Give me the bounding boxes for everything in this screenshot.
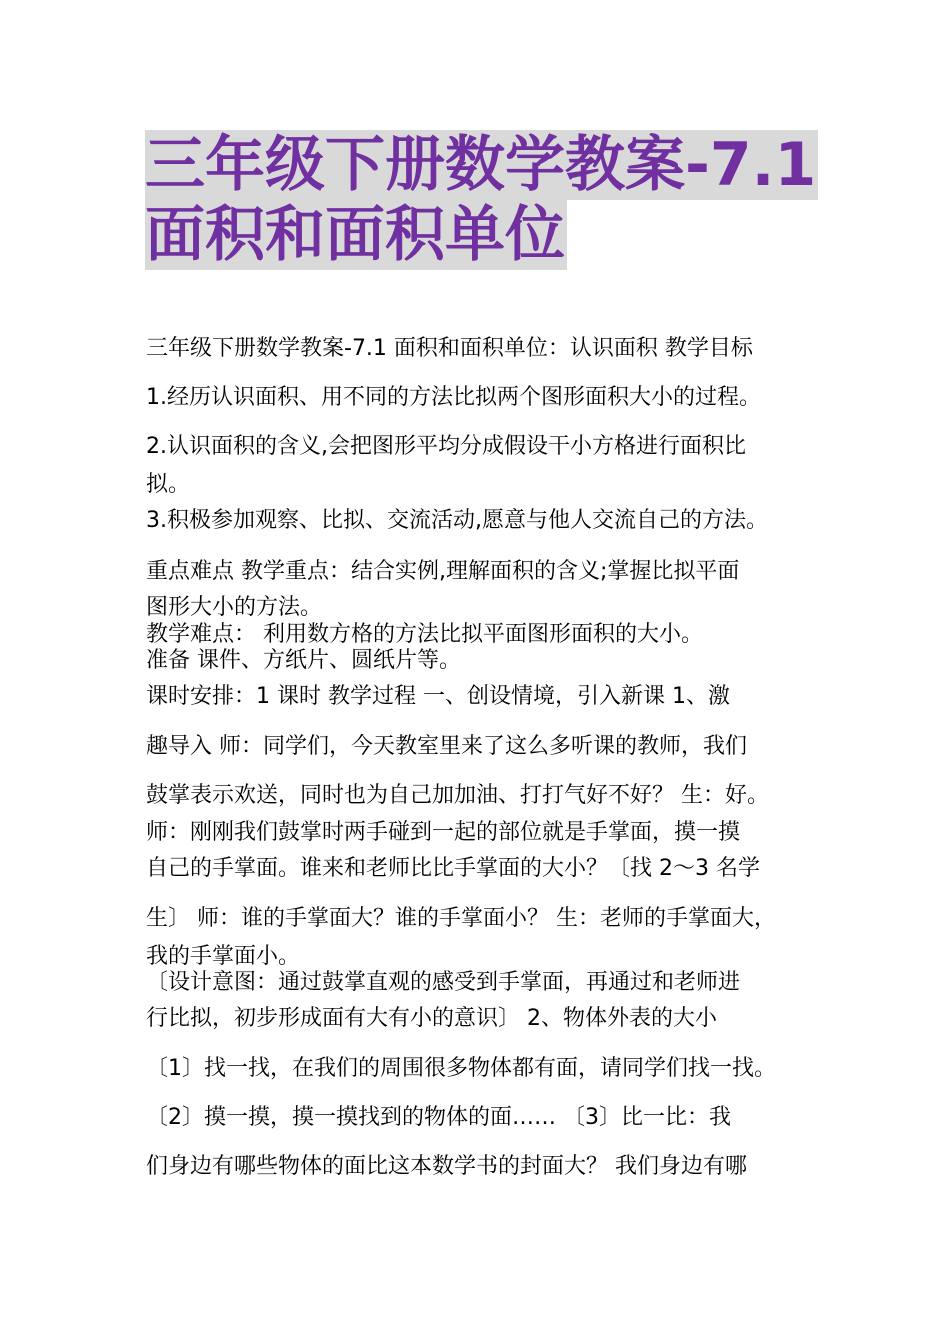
body-line-2: 1.经历认识面积、用不同的方法比拟两个图形面积大小的过程。 bbox=[146, 385, 761, 410]
body-line-18: 行比拟，初步形成面有大有小的意识〕 2、物体外表的大小 bbox=[146, 1006, 717, 1031]
body-line-21: 们身边有哪些物体的面比这本数学书的封面大？ 我们身边有哪 bbox=[146, 1154, 747, 1179]
body-line-1: 三年级下册数学教案-7.1 面积和面积单位：认识面积 教学目标 bbox=[146, 336, 753, 361]
body-line-8: 教学难点： 利用数方格的方法比拟平面图形面积的大小。 bbox=[146, 622, 703, 647]
body-line-3: 2.认识面积的含义,会把图形平均分成假设干小方格进行面积比 bbox=[146, 434, 746, 459]
title-line-2: 面积和面积单位 bbox=[145, 200, 565, 270]
body-line-20: 〔2〕摸一摸，摸一摸找到的物体的面…… 〔3〕比一比：我 bbox=[146, 1105, 731, 1130]
document-title bbox=[145, 130, 825, 270]
body-line-10: 课时安排：1 课时 教学过程 一、创设情境，引入新课 1、激 bbox=[146, 684, 730, 709]
body-line-6: 重点难点 教学重点：结合实例,理解面积的含义;掌握比拟平面 bbox=[146, 559, 740, 584]
body-line-19: 〔1〕找一找，在我们的周围很多物体都有面，请同学们找一找。 bbox=[146, 1056, 776, 1081]
body-line-4: 拟。 bbox=[146, 472, 191, 497]
body-line-15: 生〕 师：谁的手掌面大？谁的手掌面小？ 生：老师的手掌面大， bbox=[146, 906, 776, 931]
body-line-9: 准备 课件、方纸片、圆纸片等。 bbox=[146, 648, 461, 673]
body-line-11: 趣导入 师：同学们，今天教室里来了这么多听课的教师，我们 bbox=[146, 734, 747, 759]
body-line-17: 〔设计意图：通过鼓掌直观的感受到手掌面，再通过和老师进 bbox=[146, 970, 741, 995]
body-line-12: 鼓掌表示欢送，同时也为自己加加油、打打气好不好？ 生：好。 bbox=[146, 783, 769, 808]
body-line-16: 我的手掌面小。 bbox=[146, 944, 301, 969]
body-line-13: 师：刚刚我们鼓掌时两手碰到一起的部位就是手掌面，摸一摸 bbox=[146, 820, 741, 845]
title-line-1: 三年级下册数学教案-7.1 bbox=[145, 130, 817, 200]
body-line-5: 3.积极参加观察、比拟、交流活动,愿意与他人交流自己的方法。 bbox=[146, 508, 768, 533]
body-line-14: 自己的手掌面。谁来和老师比比手掌面的大小？〔找 2～3 名学 bbox=[146, 856, 760, 881]
body-line-7: 图形大小的方法。 bbox=[146, 595, 323, 620]
